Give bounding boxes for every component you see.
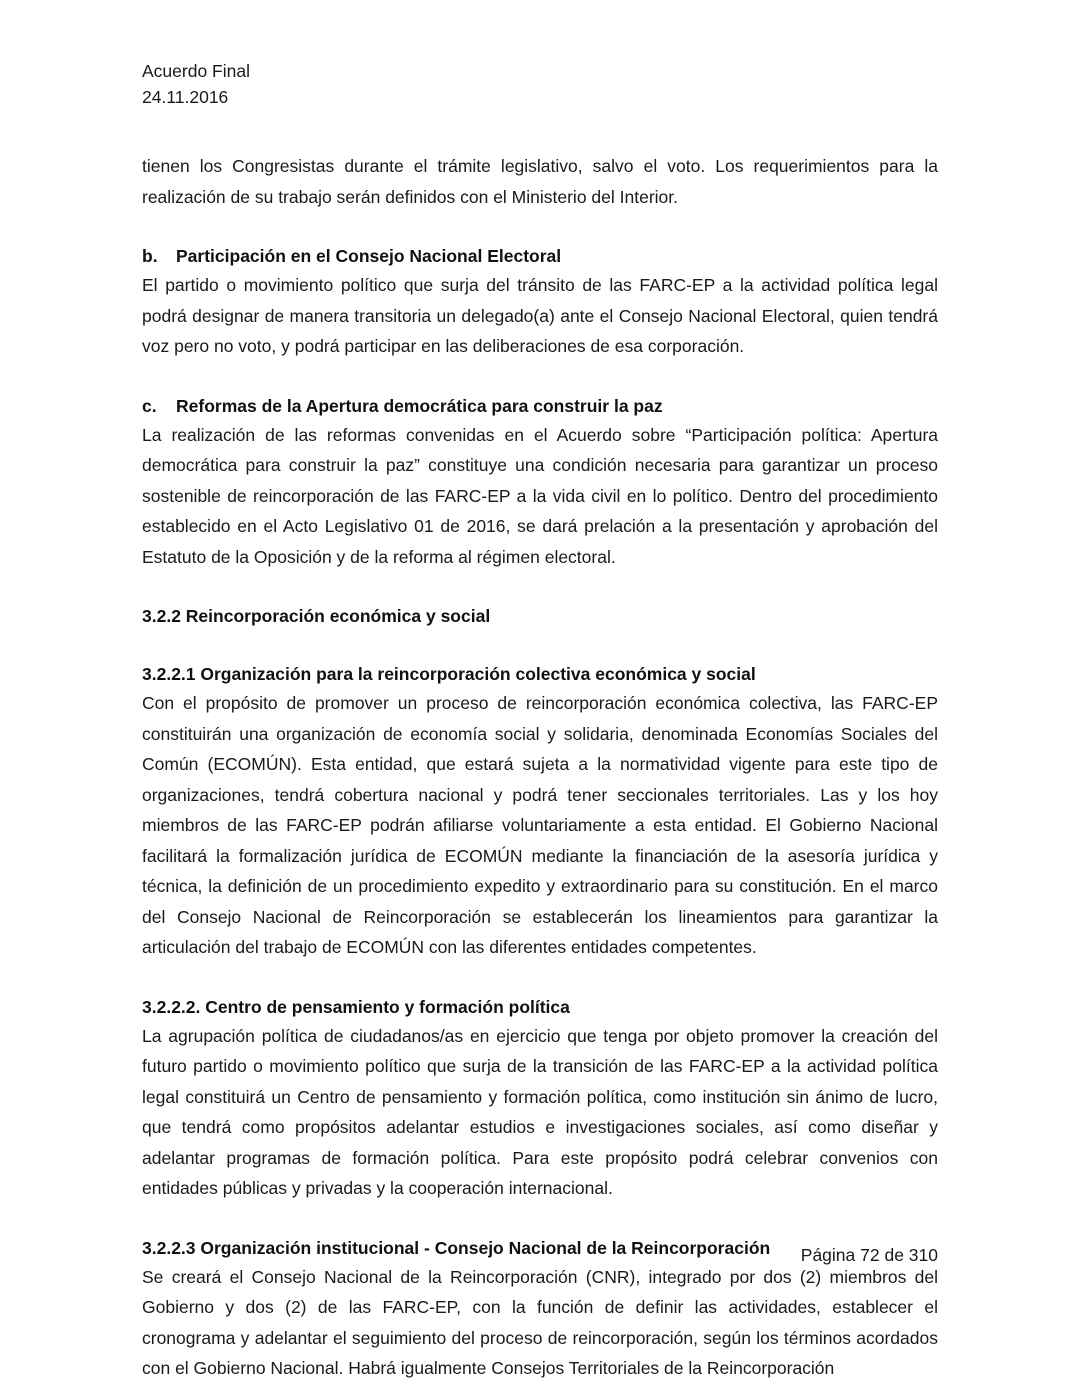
heading-item-c-text: Reformas de la Apertura democrática para construir la paz <box>176 395 663 416</box>
document-date: 24.11.2016 <box>142 87 229 107</box>
paragraph-3-2-2-3: Se creará el Consejo Nacional de la Reincorporación (CNR), integrado por dos (2) miembros del Gobierno y dos (2) de las FARC-EP, con la función de definir las actividades, establecer el cronograma y adelantar el seguimiento del proceso de reincorporación, según los términos acordados con el Gobierno Nacional. Habrá igualmente Consejos Territoriales de la Reincorporación <box>142 1266 938 1378</box>
paragraph-3-2-2-2: La agrupación política de ciudadanos/as en ejercicio que tenga por objeto promover la creación del futuro partido o movimiento político que surja de la transición de las FARC-EP a la actividad política legal constituirá un Centro de pensamiento y formación política, como institución sin ánimo de lucro, que tendrá como propósitos adelantar estudios e investigaciones sociales, así como diseñar y adelantar programas de formación política. Para este propósito podrá celebrar convenios con entidades públicas y privadas y la cooperación internacional. <box>142 1025 938 1198</box>
paragraph-3-2-2-1: Con el propósito de promover un proceso de reincorporación económica colectiva, las FARC-EP constituirán una organización de economía social y solidaria, denominada Economías Sociales del Común (ECOMÚN). Esta entidad, que estará sujeta a la normatividad vigente para este tipo de organizaciones, tendrá cobertura nacional y podrá tener seccionales territoriales. Las y los hoy miembros de las FARC-EP podrán afiliarse voluntariamente a esta entidad. El Gobierno Nacional facilitará la formalización jurídica de ECOMÚN mediante la financiación de la asesoría jurídica y técnica, la definición de un procedimiento expedito y extraordinario para su constitución. En el marco del Consejo Nacional de Reincorporación se establecerán los lineamientos para garantizar la articulación del trabajo de ECOMÚN con las diferentes entidades competentes. <box>142 693 938 957</box>
page-footer <box>142 1242 938 1268</box>
intro-paragraph: tienen los Congresistas durante el trámite legislativo, salvo el voto. Los requerimientos para la realización de su trabajo serán definidos con el Ministerio del Interior. <box>142 156 938 207</box>
heading-3-2-2-2: 3.2.2.2. Centro de pensamiento y formación política <box>142 996 570 1017</box>
heading-item-c <box>142 392 938 420</box>
heading-item-b <box>142 242 938 270</box>
page-number-label: Página 72 de 310 <box>800 1245 938 1265</box>
heading-3-2-2-1: 3.2.2.1 Organización para la reincorporación colectiva económica y social <box>142 664 756 684</box>
heading-item-c-letter: c. <box>142 395 157 416</box>
document-header <box>142 0 938 110</box>
page-content <box>142 0 938 1384</box>
document-title: Acuerdo Final <box>142 61 250 81</box>
heading-item-b-text: Participación en el Consejo Nacional Electoral <box>176 246 562 266</box>
heading-item-b-letter: b. <box>142 246 158 266</box>
heading-3-2-2: 3.2.2 Reincorporación económica y social <box>142 606 491 626</box>
document-body <box>142 151 938 1384</box>
paragraph-item-b: El partido o movimiento político que surja del tránsito de las FARC-EP a la actividad política legal podrá designar de manera transitoria un delegado(a) ante el Consejo Nacional Electoral, quien tendrá voz pero no voto, y podrá participar en las deliberaciones de esa corporación. <box>142 275 938 356</box>
paragraph-item-c: La realización de las reformas convenidas en el Acuerdo sobre “Participación política: Apertura democrática para construir la paz” constituye una condición necesaria para garantizar un proceso sostenible de reincorporación de las FARC-EP a la vida civil en lo político. Dentro del procedimiento establecido en el Acto Legislativo 01 de 2016, se dará prelación a la presentación y aprobación del Estatuto de la Oposición y de la reforma al régimen electoral. <box>142 424 938 567</box>
heading-3-2-2-3: 3.2.2.3 Organización institucional - Consejo Nacional de la Reincorporación <box>142 1237 771 1258</box>
